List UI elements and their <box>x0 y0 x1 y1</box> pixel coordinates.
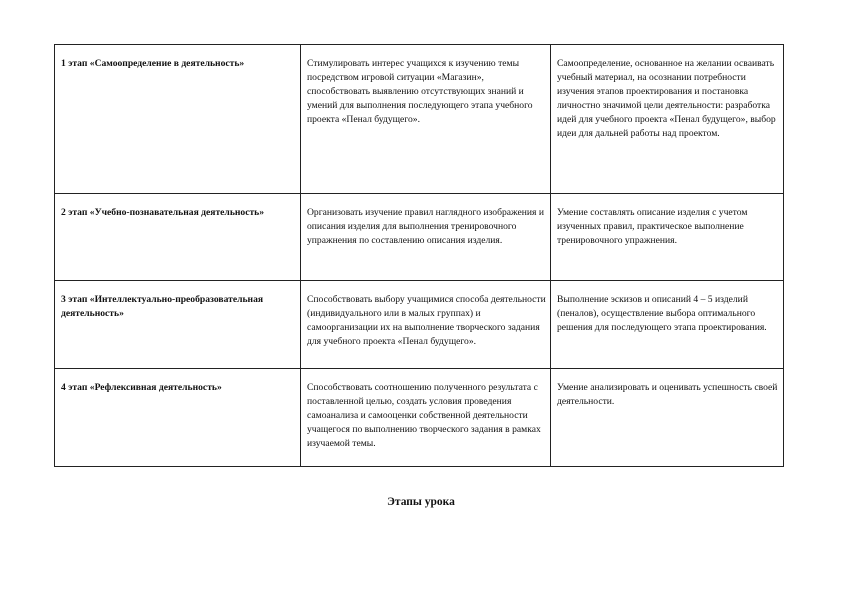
stage-cell: 3 этап «Интеллектуально-преобразовательная деятельность» <box>55 281 301 369</box>
goal-cell: Организовать изучение правил наглядного изображения и описания изделия для выполнения тренировочного упражнения по составлению описания изделия. <box>301 194 551 281</box>
goal-cell: Способствовать соотношению полученного результата с поставленной целью, создать условия проведения самоанализа и самооценки собственной деятельности учащегося по выполнению творческого задания в рамках изучаемой темы. <box>301 369 551 467</box>
goal-cell: Способствовать выбору учащимися способа деятельности (индивидуального или в малых группах) и самоорганизации их на выполнение творческого задания для учебного проекта «Пенал будущего». <box>301 281 551 369</box>
table-row <box>55 194 784 281</box>
result-cell: Самоопределение, основанное на желании осваивать учебный материал, на осознании потребности изучения этапов проектирования и постановка личностно значимой цели деятельности: разработка идей для учебного проекта «Пенал будущего», выбор идеи для дальней работы над проектом. <box>551 45 784 194</box>
stage-cell: 2 этап «Учебно-познавательная деятельность» <box>55 194 301 281</box>
table-row <box>55 281 784 369</box>
table-row <box>55 45 784 194</box>
result-cell: Умение анализировать и оценивать успешность своей деятельности. <box>551 369 784 467</box>
table-row <box>55 369 784 467</box>
lesson-stages-table <box>54 44 784 467</box>
goal-cell: Стимулировать интерес учащихся к изучению темы посредством игровой ситуации «Магазин», способствовать выявлению отсутствующих знаний и умений для выполнения последующего этапа учебного проекта «Пенал будущего». <box>301 45 551 194</box>
stage-cell: 4 этап «Рефлексивная деятельность» <box>55 369 301 467</box>
result-cell: Выполнение эскизов и описаний 4 – 5 изделий (пеналов), осуществление выбора оптимального решения для последующего этапа проектирования. <box>551 281 784 369</box>
stage-cell: 1 этап «Самоопределение в деятельность» <box>55 45 301 194</box>
result-cell: Умение составлять описание изделия с учетом изученных правил, практическое выполнение тренировочного упражнения. <box>551 194 784 281</box>
table-caption: Этапы урока <box>387 496 455 508</box>
